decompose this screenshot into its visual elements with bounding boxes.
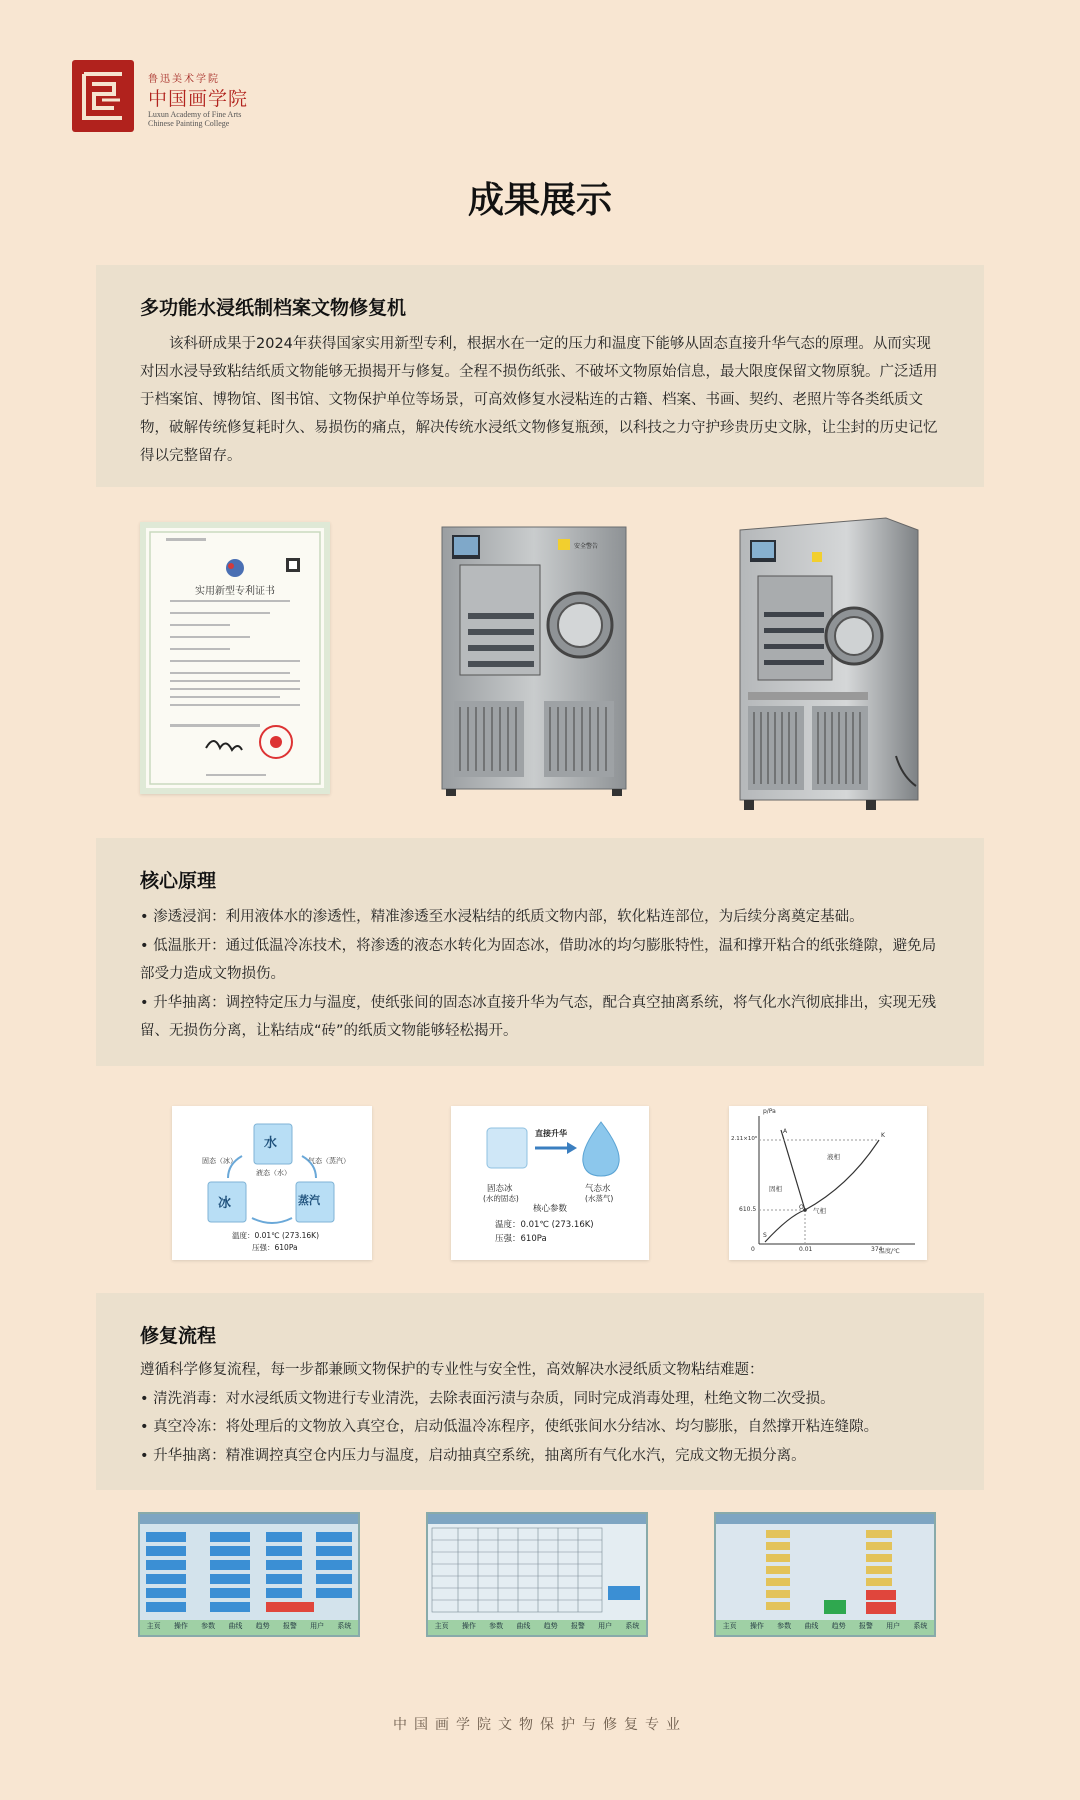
- section-heading: 修复流程: [140, 1325, 217, 1347]
- gas-water-sub: (水蒸气): [585, 1194, 614, 1203]
- solid-region-label: 固相: [769, 1185, 782, 1193]
- logo-english-line-2: Chinese Painting College: [148, 119, 230, 128]
- seal-icon: [72, 60, 134, 132]
- tab-operation[interactable]: 操作: [461, 1622, 476, 1630]
- footer-text: 中国画学院文物保护与修复专业: [393, 1717, 687, 1733]
- principle-item: • 渗透浸润：利用液体水的渗透性，精准渗透至水浸粘结的纸质文物内部，软化粘连部位，为后续分离奠定基础。: [140, 909, 864, 925]
- phase-cycle-diagram: [172, 1106, 372, 1260]
- temperature-text: 温度：0.01℃ (273.16K): [495, 1220, 594, 1230]
- section-machine-intro: [96, 265, 984, 487]
- chart-y-label: p/Pa: [763, 1108, 776, 1115]
- tab-curve[interactable]: 曲线: [228, 1622, 243, 1630]
- solid-ice-label: 固态冰: [487, 1184, 513, 1194]
- x-tick: 0.01: [799, 1246, 813, 1253]
- point-a-label: A: [783, 1128, 788, 1135]
- gas-region-label: 气相: [813, 1207, 826, 1215]
- point-k-label: K: [881, 1132, 885, 1139]
- solid-state-label: 固态（冰）: [202, 1157, 237, 1165]
- y-tick: 2.11×10⁸: [731, 1136, 758, 1142]
- control-screen-operation: [138, 1512, 360, 1637]
- tab-operation[interactable]: 操作: [749, 1622, 764, 1630]
- water-phase-chart: [729, 1106, 927, 1260]
- sublimation-arrow-label: 直接升华: [535, 1129, 567, 1138]
- logo-english-line-1: Luxun Academy of Fine Arts: [148, 110, 242, 119]
- process-item: • 真空冷冻：将处理后的文物放入真空仓，启动低温冷冻程序，使纸张间水分结冰、均匀膨胀，自然撑开粘连缝隙。: [140, 1419, 879, 1435]
- tab-system[interactable]: 系统: [625, 1622, 640, 1630]
- tab-curve[interactable]: 曲线: [804, 1622, 819, 1630]
- point-o-label: O: [799, 1204, 804, 1211]
- page-title: 成果展示: [467, 180, 612, 221]
- tab-curve[interactable]: 曲线: [516, 1622, 531, 1630]
- section-heading: 多功能水浸纸制档案文物修复机: [140, 297, 407, 319]
- tab-home[interactable]: 主页: [722, 1622, 737, 1630]
- liquid-state-label: 液态（水）: [256, 1169, 291, 1177]
- tab-params[interactable]: 参数: [489, 1622, 504, 1630]
- patent-certificate-image: [140, 522, 330, 794]
- restoration-machine-angled-image: [736, 516, 921, 812]
- gas-water-label: 气态水: [585, 1184, 611, 1194]
- logo-small-text: 鲁迅美术学院: [148, 74, 220, 85]
- sublimation-diagram: [451, 1106, 649, 1260]
- x-tick: 374: [871, 1246, 883, 1253]
- temperature-text: 温度：0.01℃ (273.16K): [232, 1231, 320, 1240]
- principle-item: • 低温胀开：通过低温冷冻技术，将渗透的液态水转化为固态冰，借助冰的均匀膨胀特性，温和撑开粘合的纸张缝隙，避免局部受力造成文物损伤。: [140, 937, 937, 982]
- tab-operation[interactable]: 操作: [173, 1622, 188, 1630]
- process-intro: 遵循科学修复流程，每一步都兼顾文物保护的专业性与安全性，高效解决水浸纸质文物粘结难题：: [140, 1362, 764, 1378]
- liquid-region-label: 液相: [827, 1153, 840, 1161]
- tab-home[interactable]: 主页: [434, 1622, 449, 1630]
- tab-params[interactable]: 参数: [777, 1622, 792, 1630]
- tab-home[interactable]: 主页: [146, 1622, 161, 1630]
- college-logo: [72, 60, 272, 135]
- principle-item: • 升华抽离：调控特定压力与温度，使纸张间的固态冰直接升华为气态，配合真空抽离系统，将气化水汽彻底排出，实现无残留、无损伤分离，让粘结成“砖”的纸质文物能够轻松揭开。: [140, 994, 937, 1039]
- process-item: • 清洗消毒：对水浸纸质文物进行专业清洗，去除表面污渍与杂质，同时完成消毒处理，杜绝文物二次受损。: [140, 1390, 835, 1407]
- tab-alarm[interactable]: 报警: [858, 1622, 873, 1630]
- section-core-principle: [96, 838, 984, 1066]
- point-s-label: S: [763, 1232, 767, 1239]
- tab-trend[interactable]: 趋势: [543, 1622, 558, 1630]
- tab-alarm[interactable]: 报警: [570, 1622, 585, 1630]
- tab-trend[interactable]: 趋势: [831, 1622, 846, 1630]
- tab-user[interactable]: 用户: [598, 1622, 613, 1630]
- ice-label: 冰: [218, 1196, 232, 1211]
- tab-system[interactable]: 系统: [337, 1622, 352, 1630]
- logo-english: [148, 110, 268, 128]
- tab-user[interactable]: 用户: [886, 1622, 901, 1630]
- control-screen-status: [714, 1512, 936, 1637]
- section-heading: 核心原理: [140, 870, 217, 892]
- tab-trend[interactable]: 趋势: [255, 1622, 270, 1630]
- gas-state-label: 气态（蒸汽）: [308, 1157, 350, 1165]
- steam-label: 蒸汽: [298, 1194, 320, 1207]
- control-screen-params: [426, 1512, 648, 1637]
- solid-ice-sub: (水的固态): [483, 1194, 519, 1203]
- logo-name: 中国画学院: [148, 88, 249, 110]
- tab-user[interactable]: 用户: [310, 1622, 325, 1630]
- screen-tab-bar: [140, 1621, 358, 1631]
- section-paragraph: 该科研成果于2024年获得国家实用新型专利，根据水在一定的压力和温度下能够从固态直接升华气态的原理。从而实现对因水浸导致粘结纸质文物能够无损揭开与修复。全程不损伤纸张、不破坏文物原始信息，最大限度保留文物原貌。广泛适用于档案馆、博物馆、图书馆、文物保护单位等场景，可高效修复水浸粘连的古籍、档案、书画、契约、老照片等各类纸质文物，破解传统修复耗时久、易损伤的痛点，解决传统水浸纸文物修复瓶颈，以科技之力守护珍贵历史文脉，让尘封的历史记忆得以完整留存。: [140, 336, 938, 464]
- pressure-text: 压强：610Pa: [252, 1243, 298, 1252]
- process-item: • 升华抽离：精准调控真空仓内压力与温度，启动抽真空系统，抽离所有气化水汽，完成文物无损分离。: [140, 1447, 806, 1464]
- safety-warning-label: 安全警告: [574, 543, 599, 550]
- certificate-title: 实用新型专利证书: [195, 586, 275, 597]
- pressure-text: 压强：610Pa: [495, 1234, 547, 1244]
- water-label: 水: [264, 1136, 278, 1151]
- section-restoration-process: [96, 1293, 984, 1490]
- y-tick: 0: [751, 1246, 755, 1253]
- tab-params[interactable]: 参数: [201, 1622, 216, 1630]
- tab-system[interactable]: 系统: [913, 1622, 928, 1630]
- y-tick: 610.5: [739, 1206, 757, 1213]
- restoration-machine-front-image: [440, 525, 628, 797]
- core-params-title: 核心参数: [533, 1204, 568, 1214]
- screen-tab-bar: [428, 1621, 646, 1631]
- tab-alarm[interactable]: 报警: [282, 1622, 297, 1630]
- screen-tab-bar: [716, 1621, 934, 1631]
- chart-x-label: 温度/℃: [879, 1248, 900, 1255]
